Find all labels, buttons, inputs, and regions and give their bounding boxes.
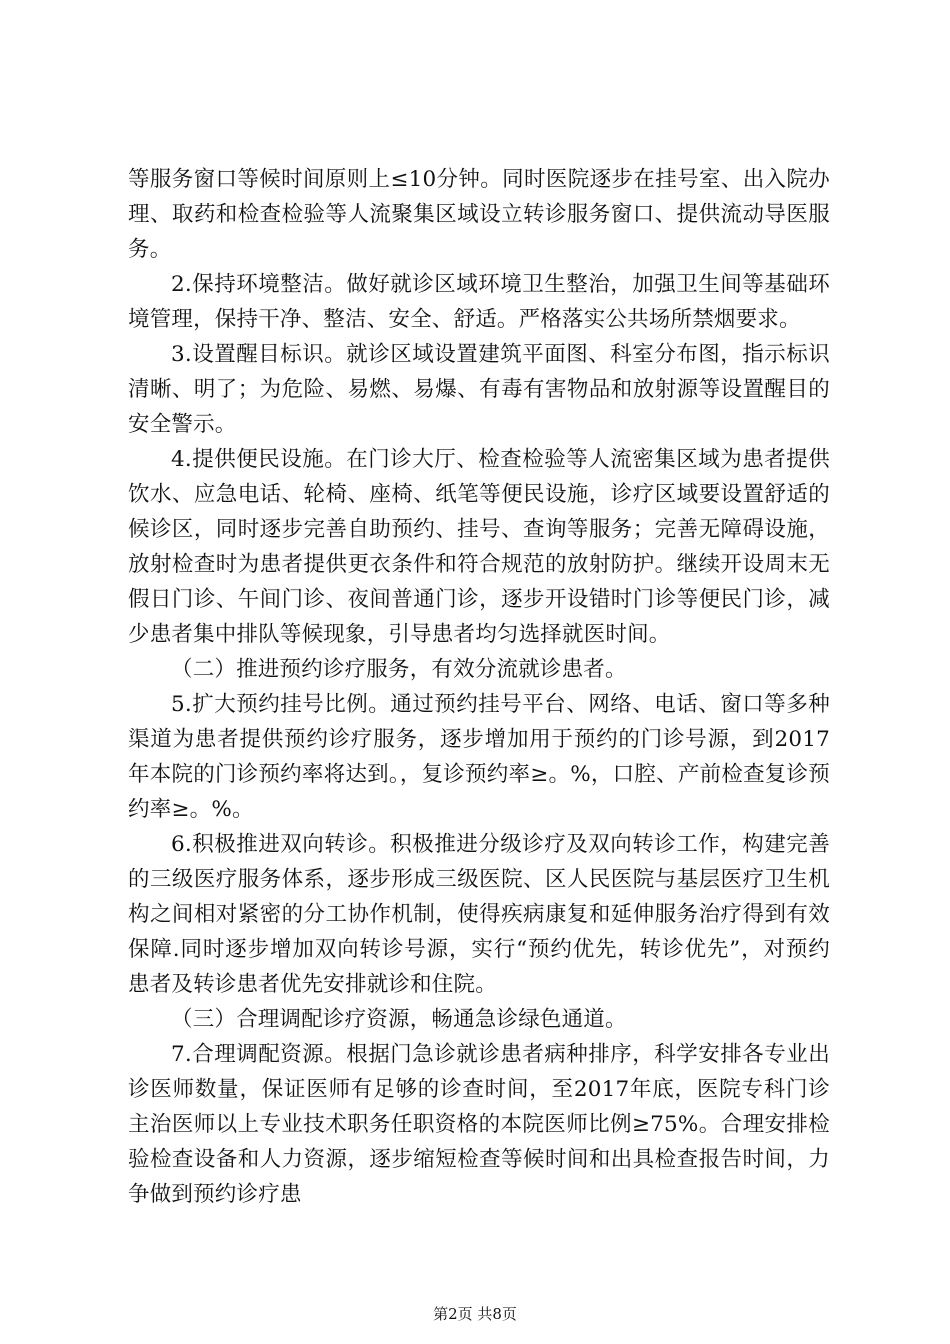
paragraph-resource-allocation: 7.合理调配资源。根据门急诊就诊患者病种排序，科学安排各专业出诊医师数量，保证医师有足够的诊查时间，至2017年底，医院专科门诊主治医师以上专业技术职务任职资格的本院医师比例≥75%。合理安排检验检查设备和人力资源，逐步缩短检查等候时间和出具检查报告时间，力争做到预约诊疗患 bbox=[128, 1042, 830, 1207]
section-heading-appointments: （二）推进预约诊疗服务，有效分流就诊患者。 bbox=[171, 657, 627, 682]
page-number-footer: 第2页 共8页 bbox=[433, 1305, 517, 1323]
section-heading-resources: （三）合理调配诊疗资源，畅通急诊绿色通道。 bbox=[171, 1007, 627, 1032]
paragraph-appointment-ratio: 5.扩大预约挂号比例。通过预约挂号平台、网络、电话、窗口等多种渠道为患者提供预约诊疗服务，逐步增加用于预约的门诊号源，到2017年本院的门诊预约率将达到。，复诊预约率≥。%，口腔、产前检查复诊预约率≥。%。 bbox=[128, 692, 830, 822]
paragraph-environment: 2.保持环境整洁。做好就诊区域环境卫生整治，加强卫生间等基础环境管理，保持干净、整洁、安全、舒适。严格落实公共场所禁烟要求。 bbox=[128, 272, 830, 332]
paragraph-referral: 6.积极推进双向转诊。积极推进分级诊疗及双向转诊工作，构建完善的三级医疗服务体系，逐步形成三级医院、区人民医院与基层医疗卫生机构之间相对紧密的分工协作机制，使得疾病康复和延伸服务治疗得到有效保障.同时逐步增加双向转诊号源，实行“预约优先，转诊优先”，对预约患者及转诊患者优先安排就诊和住院。 bbox=[128, 832, 830, 997]
paragraph-facilities: 4.提供便民设施。在门诊大厅、检查检验等人流密集区域为患者提供饮水、应急电话、轮椅、座椅、纸笔等便民设施，诊疗区域要设置舒适的候诊区，同时逐步完善自助预约、挂号、查询等服务；完善无障碍设施，放射检查时为患者提供更衣条件和符合规范的放射防护。继续开设周末无假日门诊、午间门诊、夜间普通门诊，逐步开设错时门诊等便民门诊，减少患者集中排队等候现象，引导患者均匀选择就医时间。 bbox=[128, 447, 830, 647]
paragraph-continuation: 等服务窗口等候时间原则上≤10分钟。同时医院逐步在挂号室、出入院办理、取药和检查检验等人流聚集区域设立转诊服务窗口、提供流动导医服务。 bbox=[128, 167, 830, 262]
document-body bbox=[128, 162, 830, 1212]
paragraph-signage: 3.设置醒目标识。就诊区域设置建筑平面图、科室分布图，指示标识清晰、明了；为危险、易燃、易爆、有毒有害物品和放射源等设置醒目的安全警示。 bbox=[128, 342, 830, 437]
